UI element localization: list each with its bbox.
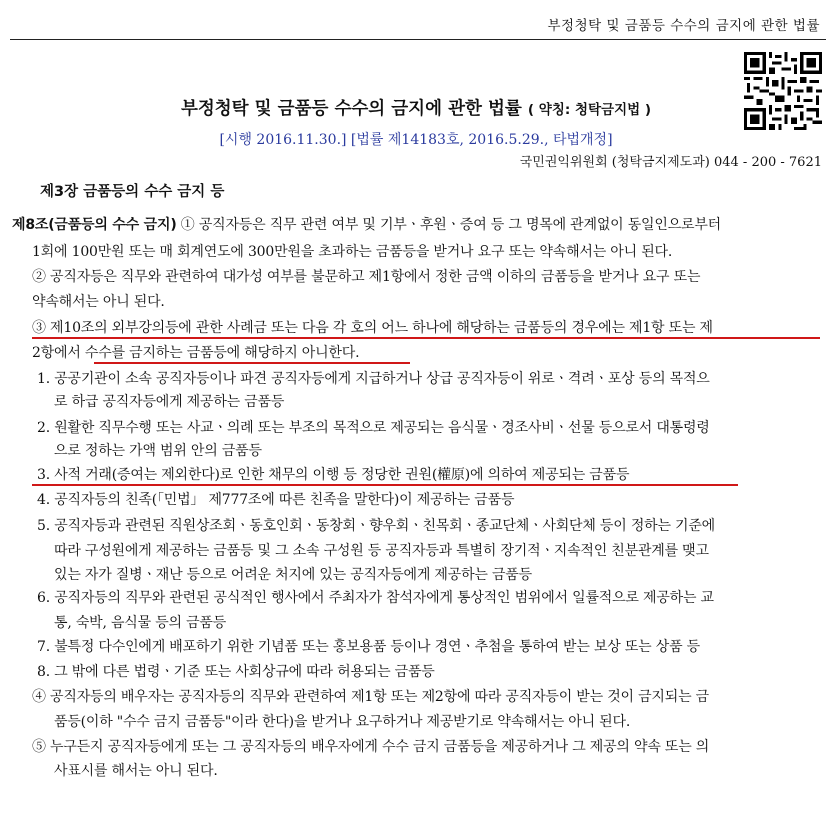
ministry-contact: 국민권익위원회 (청탁금지제도과) 044 - 200 - 7621: [519, 155, 822, 170]
header-divider: [10, 39, 826, 40]
article-line: 7. 불특정 다수인에게 배포하기 위한 기념품 또는 홍보용품 등이나 경연ㆍ추첨을 통하여 받는 보상 또는 상품 등: [37, 639, 700, 655]
article-line: 있는 자가 질병ㆍ재난 등으로 어려운 처지에 있는 공직자등에게 제공하는 금품등: [54, 567, 532, 583]
article-line: 품등(이하 "수수 금지 금품등"이라 한다)을 받거나 요구하거나 제공받기로 약속해서는 아니 된다.: [54, 714, 631, 730]
article-line: 약속해서는 아니 된다.: [32, 294, 165, 310]
enforcement-info: [시행 2016.11.30.] [법률 제14183호, 2016.5.29., 타법개정]: [219, 132, 613, 148]
law-short-name: ( 약칭: 청탁금지법 ): [527, 102, 652, 118]
article-line: [12, 214, 721, 234]
law-title: [0, 95, 832, 120]
article-heading: 제8조(금품등의 수수 금지): [12, 217, 177, 233]
article-line: 3. 사적 거래(증여는 제외한다)로 인한 채무의 이행 등 정당한 권원(權原)에 의하여 제공되는 금품등: [37, 467, 630, 483]
article-line-text: ① 공직자등은 직무 관련 여부 및 기부ㆍ후원ㆍ증여 등 그 명목에 관계없이 동일인으로부터: [176, 217, 721, 233]
article-line: 통, 숙박, 음식물 등의 금품등: [54, 615, 227, 631]
highlight-underline: [94, 362, 410, 364]
article-line: 4. 공직자등의 친족(「민법」 제777조에 따른 친족을 말한다)이 제공하는 금품등: [37, 492, 515, 508]
article-line: 사표시를 해서는 아니 된다.: [54, 763, 218, 779]
article-line: 6. 공직자등의 직무와 관련된 공식적인 행사에서 주최자가 참석자에게 통상적인 범위에서 일률적으로 제공하는 교: [37, 590, 714, 606]
article-line: ⑤ 누구든지 공직자등에게 또는 그 공직자등의 배우자에게 수수 금지 금품등을 제공하거나 그 제공의 약속 또는 의: [32, 739, 710, 755]
article-line: 5. 공직자등과 관련된 직원상조회ㆍ동호인회ㆍ동창회ㆍ향우회ㆍ친목회ㆍ종교단체ㆍ사회단체 등이 정하는 기준에: [37, 518, 716, 534]
article-line: ③ 제10조의 외부강의등에 관한 사례금 또는 다음 각 호의 어느 하나에 해당하는 금품등의 경우에는 제1항 또는 제: [32, 320, 713, 336]
article-line: ④ 공직자등의 배우자는 공직자등의 직무와 관련하여 제1항 또는 제2항에 따라 공직자등이 받는 것이 금지되는 금: [32, 689, 709, 705]
article-line: 2. 원활한 직무수행 또는 사교ㆍ의례 또는 부조의 목적으로 제공되는 음식물ㆍ경조사비ㆍ선물 등으로서 대통령령: [37, 420, 710, 436]
chapter-heading: 제3장 금품등의 수수 금지 등: [40, 184, 225, 200]
running-header-title: 부정청탁 및 금품등 수수의 금지에 관한 법률: [547, 18, 820, 34]
highlight-underline: [32, 337, 820, 339]
article-line: ② 공직자등은 직무와 관련하여 대가성 여부를 불문하고 제1항에서 정한 금액 이하의 금품등을 받거나 요구 또는: [32, 269, 701, 285]
article-line: 1. 공공기관이 소속 공직자등이나 파견 공직자등에게 지급하거나 상급 공직자등이 위로ㆍ격려ㆍ포상 등의 목적으: [37, 371, 710, 387]
article-line: 따라 구성원에게 제공하는 금품등 및 그 소속 구성원 등 공직자등과 특별히 장기적ㆍ지속적인 친분관계를 맺고: [54, 543, 709, 559]
article-line: 1회에 100만원 또는 매 회계연도에 300만원을 초과하는 금품등을 받거나 요구 또는 약속해서는 아니 된다.: [32, 244, 673, 260]
article-line: 로 하급 공직자등에게 제공하는 금품등: [54, 394, 285, 410]
article-line: 8. 그 밖에 다른 법령ㆍ기준 또는 사회상규에 따라 허용되는 금품등: [37, 664, 435, 680]
law-title-text: 부정청탁 및 금품등 수수의 금지에 관한 법률: [180, 99, 522, 119]
article-line: 2항에서 수수를 금지하는 금품등에 해당하지 아니한다.: [32, 345, 360, 361]
highlight-underline: [32, 484, 738, 486]
article-line: 으로 정하는 가액 범위 안의 금품등: [54, 443, 262, 459]
